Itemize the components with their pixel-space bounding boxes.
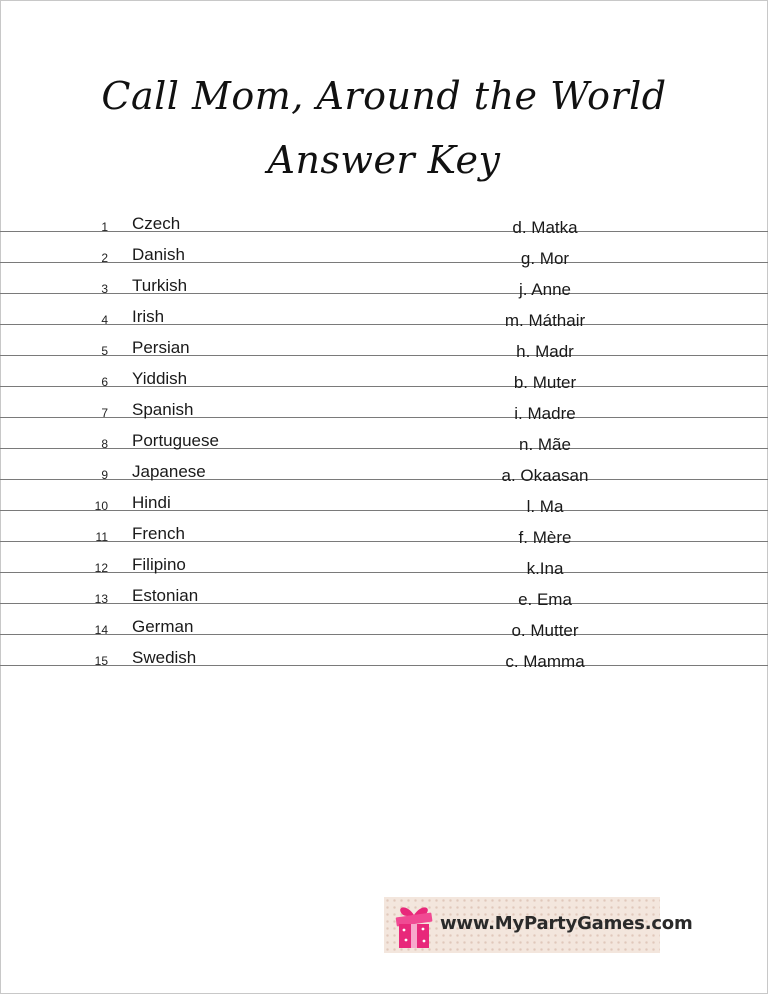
row-rule-line <box>0 417 768 418</box>
mom-translation: c. Mamma <box>505 652 585 671</box>
answer-row <box>0 423 768 454</box>
answer-row <box>0 578 768 609</box>
mom-translation: a. Okaasan <box>501 466 589 485</box>
answer-row <box>0 237 768 268</box>
mom-translation: g. Mor <box>520 249 570 268</box>
mom-translation: l. Ma <box>526 497 564 516</box>
answer-row <box>0 268 768 299</box>
row-number: 9 <box>101 468 108 482</box>
row-number: 8 <box>101 437 108 451</box>
row-rule-line <box>0 231 768 232</box>
answer-row <box>0 609 768 640</box>
row-number: 1 <box>101 220 108 234</box>
gift-box-icon <box>392 899 436 951</box>
mom-translation: b. Muter <box>513 373 577 392</box>
row-rule-line <box>0 510 768 511</box>
row-number: 5 <box>101 344 108 358</box>
language-name: Irish <box>132 307 165 326</box>
language-name: French <box>132 524 185 543</box>
row-number: 7 <box>101 406 108 420</box>
answer-row <box>0 361 768 392</box>
language-name: Japanese <box>132 462 206 481</box>
answer-row <box>0 547 768 578</box>
language-name: Hindi <box>132 493 171 512</box>
row-number: 13 <box>94 592 108 606</box>
row-rule-line <box>0 479 768 480</box>
row-rule-line <box>0 541 768 542</box>
mom-translation: o. Mutter <box>511 621 579 640</box>
answer-row <box>0 485 768 516</box>
language-name: Yiddish <box>132 369 188 388</box>
row-rule-line <box>0 324 768 325</box>
mom-translation: h. Madr <box>516 342 574 361</box>
row-rule-line <box>0 572 768 573</box>
answer-row <box>0 330 768 361</box>
language-name: Danish <box>132 245 185 264</box>
row-rule-line <box>0 665 768 666</box>
row-rule-line <box>0 448 768 449</box>
row-rule-line <box>0 262 768 263</box>
language-name: Turkish <box>132 276 188 295</box>
row-number: 3 <box>101 282 108 296</box>
answer-row <box>0 516 768 547</box>
row-number: 2 <box>101 251 108 265</box>
row-rule-line <box>0 293 768 294</box>
mom-translation: f. Mère <box>518 528 572 547</box>
website-link[interactable]: www.MyPartyGames.com <box>440 913 693 934</box>
row-number: 15 <box>94 654 108 668</box>
language-name: Czech <box>132 214 181 233</box>
mom-translation: i. Madre <box>514 404 576 423</box>
row-rule-line <box>0 355 768 356</box>
footer-logo <box>384 897 693 953</box>
language-name: Estonian <box>132 586 199 605</box>
mom-translation: d. Matka <box>512 218 578 237</box>
answer-row <box>0 454 768 485</box>
row-rule-line <box>0 634 768 635</box>
language-name: German <box>132 617 194 636</box>
answer-row <box>0 299 768 330</box>
mom-translation: e. Ema <box>518 590 572 609</box>
mom-translation: m. Máthair <box>504 311 586 330</box>
page-subtitle: Answer Key <box>267 138 501 182</box>
language-name: Filipino <box>132 555 186 574</box>
answer-list <box>0 206 768 671</box>
language-name: Portuguese <box>132 431 219 450</box>
answer-row <box>0 640 768 671</box>
row-rule-line <box>0 603 768 604</box>
row-number: 10 <box>94 499 108 513</box>
row-number: 6 <box>101 375 108 389</box>
language-name: Swedish <box>132 648 197 667</box>
language-name: Spanish <box>132 400 194 419</box>
row-number: 14 <box>94 623 108 637</box>
row-number: 12 <box>94 561 108 575</box>
row-number: 11 <box>95 530 108 544</box>
mom-translation: k.Ina <box>526 559 564 578</box>
answer-row <box>0 392 768 423</box>
mom-translation: n. Mãe <box>519 435 571 454</box>
answer-row <box>0 206 768 237</box>
mom-translation: j. Anne <box>519 280 571 299</box>
language-name: Persian <box>132 338 190 357</box>
page-title: Call Mom, Around the World <box>101 74 667 118</box>
row-number: 4 <box>101 313 108 327</box>
row-rule-line <box>0 386 768 387</box>
